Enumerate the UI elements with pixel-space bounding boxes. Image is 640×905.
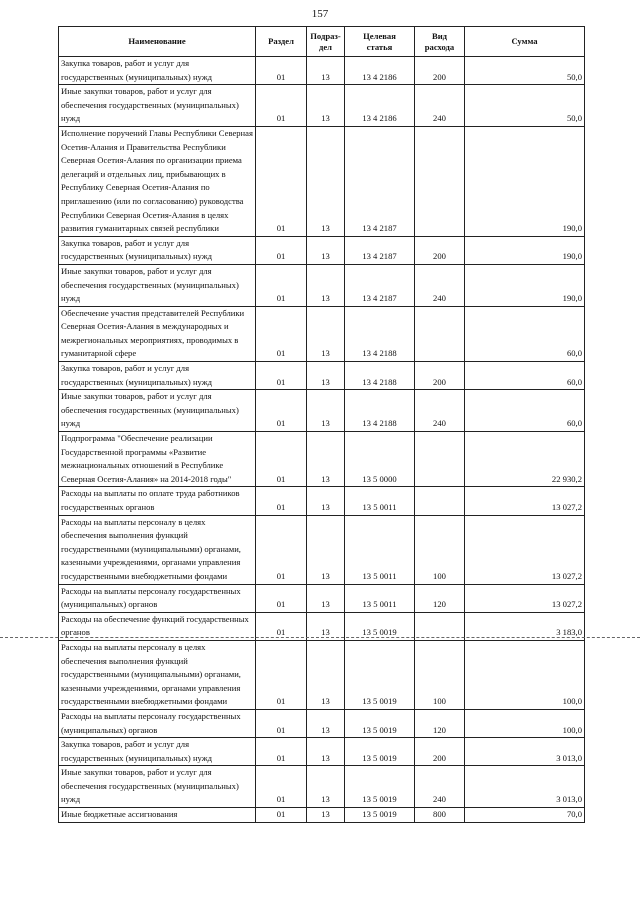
row-target: 13 5 0019 — [345, 808, 415, 823]
row-target: 13 4 2187 — [345, 264, 415, 306]
row-expense: 200 — [415, 236, 465, 264]
row-expense: 120 — [415, 584, 465, 612]
row-subsection: 13 — [307, 432, 345, 487]
row-subsection: 13 — [307, 264, 345, 306]
table-row — [59, 264, 585, 306]
row-name: Иные бюджетные ассигнования — [59, 808, 256, 823]
row-name: Иные закупки товаров, работ и услуг для обеспечения государственных (муниципальных) нужд — [59, 85, 256, 127]
row-section: 01 — [256, 57, 307, 85]
row-target: 13 4 2187 — [345, 126, 415, 236]
row-target: 13 4 2186 — [345, 85, 415, 127]
row-subsection: 13 — [307, 362, 345, 390]
row-section: 01 — [256, 640, 307, 709]
table-row — [59, 738, 585, 766]
row-subsection: 13 — [307, 738, 345, 766]
table-row — [59, 487, 585, 515]
row-sum: 70,0 — [465, 808, 585, 823]
row-expense: 120 — [415, 709, 465, 737]
row-sum: 3 013,0 — [465, 766, 585, 808]
row-name: Иные закупки товаров, работ и услуг для обеспечения государственных (муниципальных) нужд — [59, 390, 256, 432]
row-target: 13 4 2188 — [345, 362, 415, 390]
row-sum: 60,0 — [465, 390, 585, 432]
header-section: Раздел — [256, 27, 307, 57]
row-sum: 60,0 — [465, 362, 585, 390]
row-sum: 22 930,2 — [465, 432, 585, 487]
row-target: 13 4 2186 — [345, 57, 415, 85]
row-name: Закупка товаров, работ и услуг для государственных (муниципальных) нужд — [59, 362, 256, 390]
row-target: 13 5 0019 — [345, 640, 415, 709]
row-subsection: 13 — [307, 57, 345, 85]
row-target: 13 5 0011 — [345, 584, 415, 612]
row-sum: 3 013,0 — [465, 738, 585, 766]
row-name: Подпрограмма "Обеспечение реализации Государственной программы «Развитие межнациональных отношений в Республике Северная Осетия-Алания» на 2014-2018 годы" — [59, 432, 256, 487]
row-section: 01 — [256, 236, 307, 264]
row-target: 13 5 0019 — [345, 709, 415, 737]
row-section: 01 — [256, 264, 307, 306]
row-section: 01 — [256, 85, 307, 127]
row-subsection: 13 — [307, 390, 345, 432]
row-section: 01 — [256, 306, 307, 361]
row-expense: 200 — [415, 738, 465, 766]
row-section: 01 — [256, 432, 307, 487]
row-name: Закупка товаров, работ и услуг для государственных (муниципальных) нужд — [59, 57, 256, 85]
row-name: Расходы на выплаты по оплате труда работников государственных органов — [59, 487, 256, 515]
row-subsection: 13 — [307, 515, 345, 584]
table-row — [59, 390, 585, 432]
row-sum: 190,0 — [465, 264, 585, 306]
table-row — [59, 306, 585, 361]
row-expense: 200 — [415, 362, 465, 390]
row-subsection: 13 — [307, 766, 345, 808]
row-sum: 60,0 — [465, 306, 585, 361]
table-header-row — [59, 27, 585, 57]
table-row — [59, 432, 585, 487]
row-target: 13 5 0019 — [345, 738, 415, 766]
row-target: 13 5 0000 — [345, 432, 415, 487]
row-target: 13 4 2188 — [345, 390, 415, 432]
row-subsection: 13 — [307, 126, 345, 236]
table-row — [59, 515, 585, 584]
row-subsection: 13 — [307, 808, 345, 823]
row-name: Расходы на обеспечение функций государственных органов — [59, 612, 256, 640]
row-subsection: 13 — [307, 306, 345, 361]
row-subsection: 13 — [307, 640, 345, 709]
row-subsection: 13 — [307, 612, 345, 640]
row-expense — [415, 487, 465, 515]
row-subsection: 13 — [307, 236, 345, 264]
row-section: 01 — [256, 612, 307, 640]
row-name: Исполнение поручений Главы Республики Северная Осетия-Алания и Правительства Республики Северная Осетия-Алания по организации приема делегаций и отдельных лиц, прибывающих в Республику Северная Осетия-Алания по приглашению (или по согласованию) руководства Республики Северная Осетия-Алания в целях развития гуманитарных связей республики — [59, 126, 256, 236]
table-row — [59, 640, 585, 709]
page-number: 157 — [311, 8, 329, 20]
budget-table — [58, 26, 585, 823]
header-subsection: Подраз- дел — [307, 27, 345, 57]
table-row — [59, 236, 585, 264]
row-section: 01 — [256, 808, 307, 823]
table-row — [59, 709, 585, 737]
row-sum: 50,0 — [465, 85, 585, 127]
row-sum: 190,0 — [465, 126, 585, 236]
row-section: 01 — [256, 738, 307, 766]
row-expense: 240 — [415, 766, 465, 808]
row-expense — [415, 432, 465, 487]
row-name: Расходы на выплаты персоналу государственных (муниципальных) органов — [59, 584, 256, 612]
row-sum: 100,0 — [465, 709, 585, 737]
row-expense — [415, 126, 465, 236]
row-expense: 100 — [415, 640, 465, 709]
row-expense: 200 — [415, 57, 465, 85]
table-row — [59, 57, 585, 85]
table-row — [59, 85, 585, 127]
row-target: 13 5 0011 — [345, 487, 415, 515]
row-subsection: 13 — [307, 487, 345, 515]
row-sum: 100,0 — [465, 640, 585, 709]
row-sum: 13 027,2 — [465, 584, 585, 612]
row-target: 13 4 2187 — [345, 236, 415, 264]
row-section: 01 — [256, 390, 307, 432]
row-section: 01 — [256, 487, 307, 515]
table-row — [59, 584, 585, 612]
table-row — [59, 766, 585, 808]
row-expense: 240 — [415, 264, 465, 306]
row-name: Закупка товаров, работ и услуг для государственных (муниципальных) нужд — [59, 236, 256, 264]
row-target: 13 5 0019 — [345, 612, 415, 640]
row-sum: 13 027,2 — [465, 487, 585, 515]
header-target: Целевая статья — [345, 27, 415, 57]
row-expense: 240 — [415, 390, 465, 432]
row-section: 01 — [256, 362, 307, 390]
row-target: 13 5 0011 — [345, 515, 415, 584]
row-sum: 50,0 — [465, 57, 585, 85]
row-section: 01 — [256, 584, 307, 612]
row-subsection: 13 — [307, 584, 345, 612]
row-name: Закупка товаров, работ и услуг для государственных (муниципальных) нужд — [59, 738, 256, 766]
header-name: Наименование — [59, 27, 256, 57]
row-name: Обеспечение участия представителей Республики Северная Осетия-Алания в международных и межрегиональных мероприятиях, проводимых в гуманитарной сфере — [59, 306, 256, 361]
row-target: 13 4 2188 — [345, 306, 415, 361]
row-section: 01 — [256, 515, 307, 584]
row-subsection: 13 — [307, 85, 345, 127]
row-expense: 240 — [415, 85, 465, 127]
row-sum: 3 183,0 — [465, 612, 585, 640]
row-expense — [415, 306, 465, 361]
page-cut-line — [0, 637, 640, 638]
row-subsection: 13 — [307, 709, 345, 737]
row-expense: 800 — [415, 808, 465, 823]
table-row — [59, 126, 585, 236]
row-target: 13 5 0019 — [345, 766, 415, 808]
header-expense: Вид расхода — [415, 27, 465, 57]
row-name: Иные закупки товаров, работ и услуг для обеспечения государственных (муниципальных) нужд — [59, 264, 256, 306]
row-section: 01 — [256, 766, 307, 808]
table-row — [59, 808, 585, 823]
row-sum: 13 027,2 — [465, 515, 585, 584]
row-section: 01 — [256, 126, 307, 236]
row-name: Расходы на выплаты персоналу в целях обеспечения выполнения функций государственными (муниципальными) органами, казенными учреждениями, органами управления государственными внебюджетными фондами — [59, 515, 256, 584]
table-row — [59, 362, 585, 390]
row-name: Иные закупки товаров, работ и услуг для обеспечения государственных (муниципальных) нужд — [59, 766, 256, 808]
header-sum: Сумма — [465, 27, 585, 57]
row-name: Расходы на выплаты персоналу государственных (муниципальных) органов — [59, 709, 256, 737]
row-section: 01 — [256, 709, 307, 737]
row-sum: 190,0 — [465, 236, 585, 264]
row-name: Расходы на выплаты персоналу в целях обеспечения выполнения функций государственными (муниципальными) органами, казенными учреждениями, органами управления государственными внебюджетными фондами — [59, 640, 256, 709]
row-expense: 100 — [415, 515, 465, 584]
